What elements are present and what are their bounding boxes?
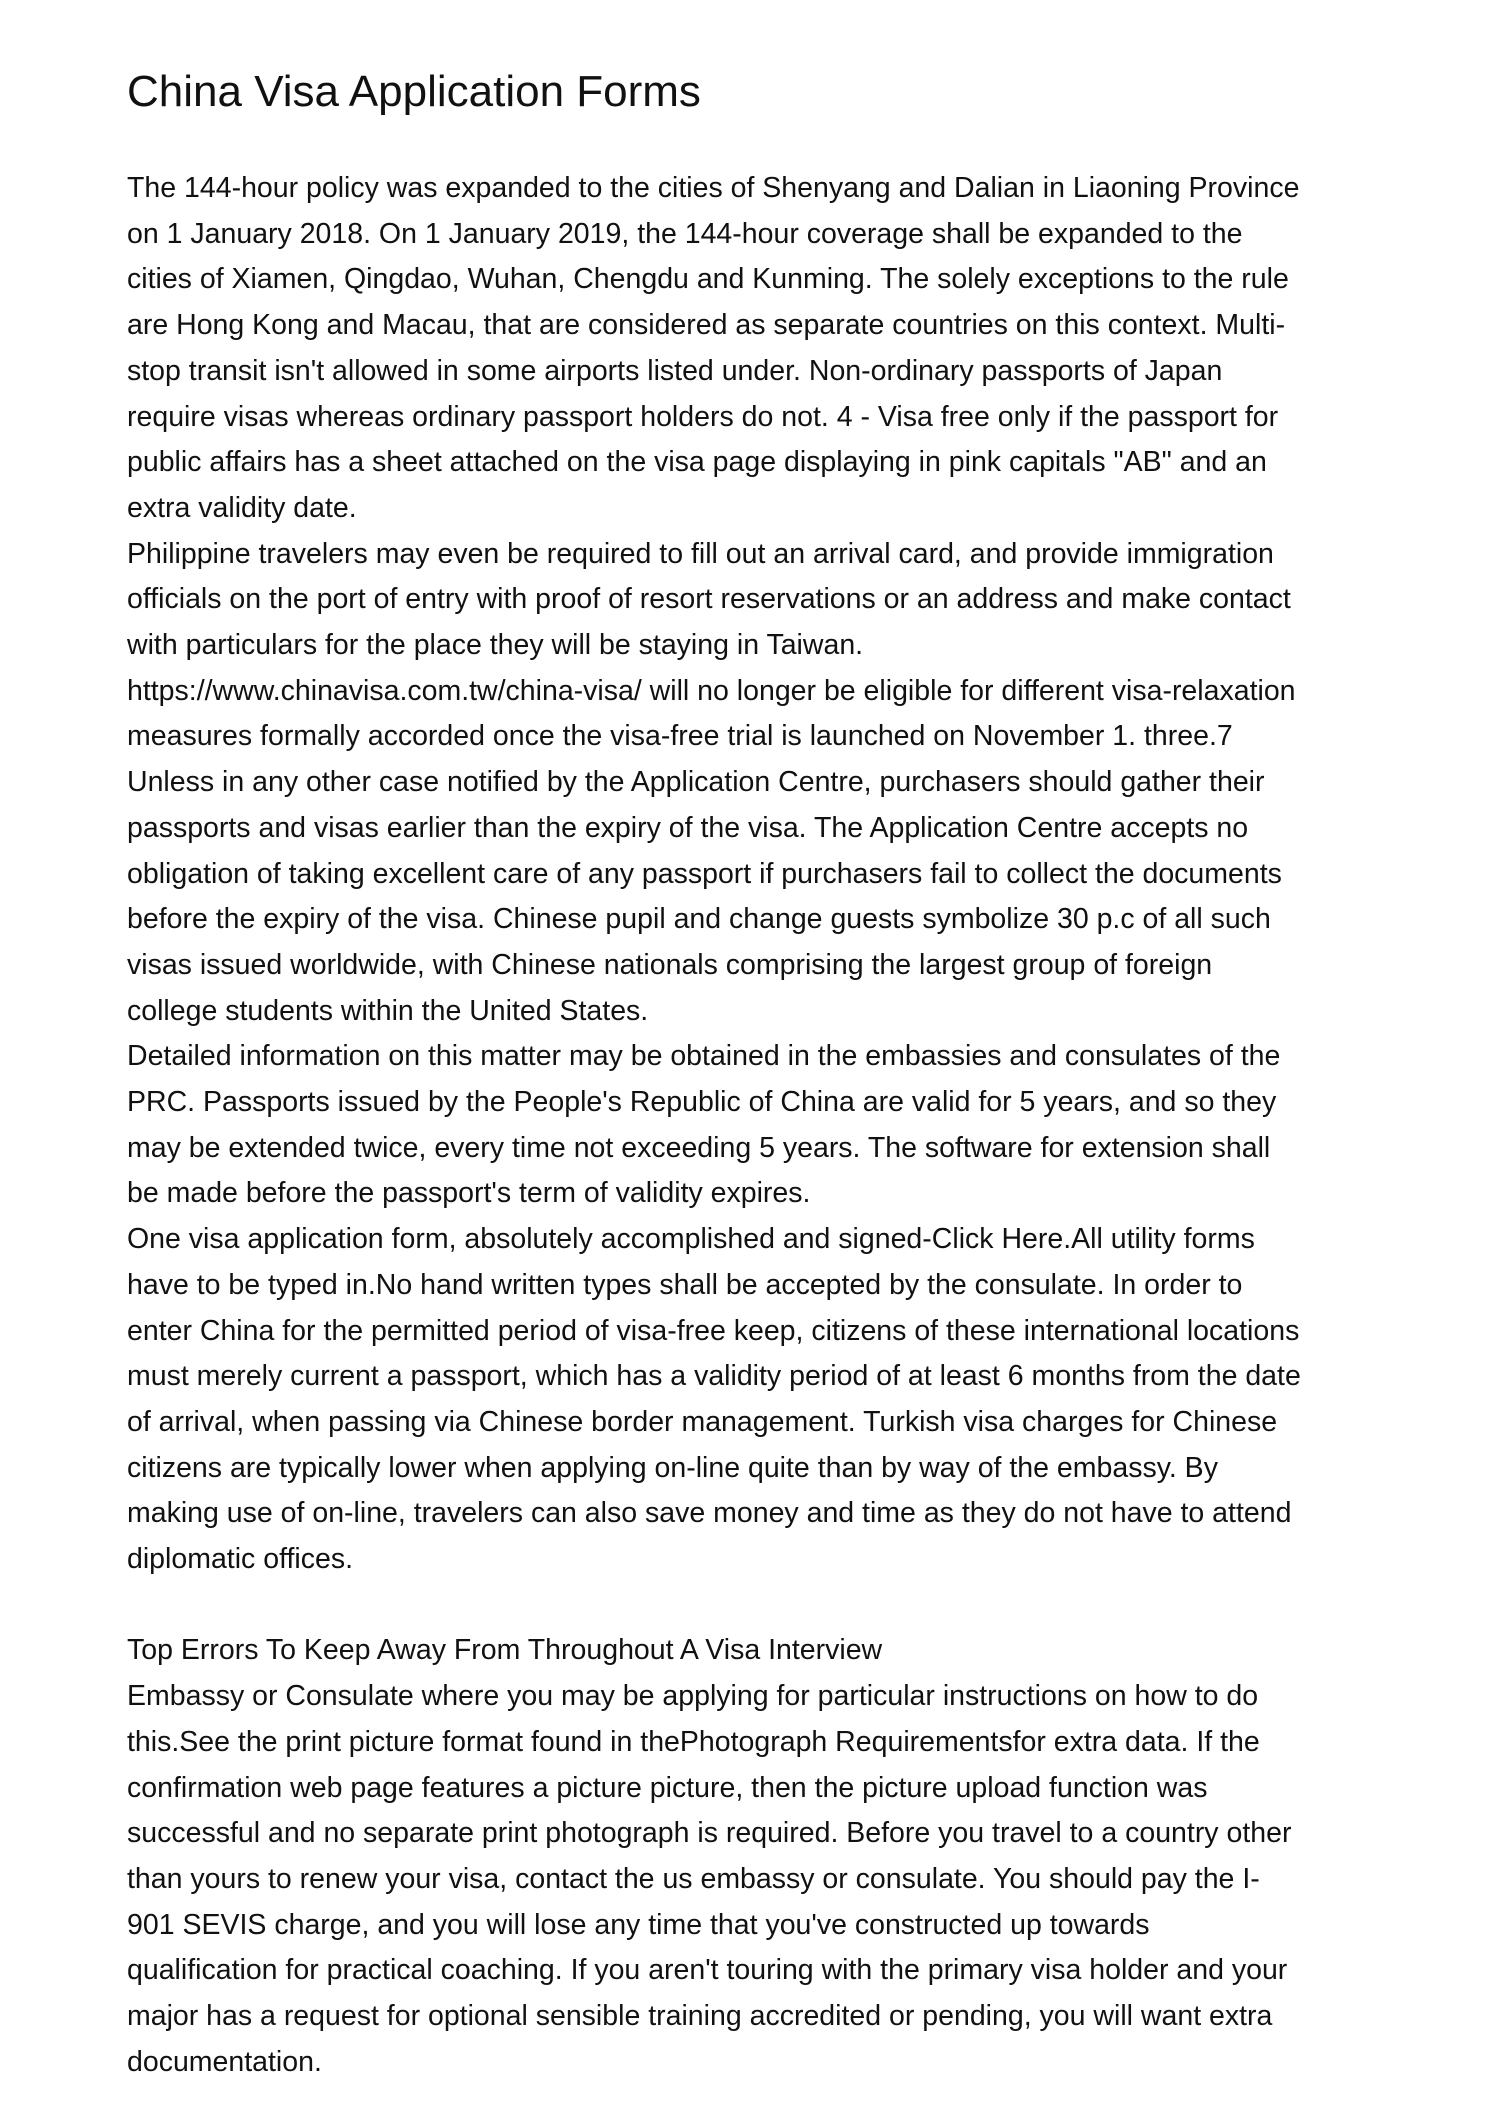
text-line: citizens are typically lower when applying on-line quite than by way of the embassy. By [127,1451,1218,1484]
page-title: China Visa Application Forms [127,67,701,116]
text-line: successful and no separate print photograph is required. Before you travel to a country other [127,1817,1292,1850]
text-line: PRC. Passports issued by the People's Republic of China are valid for 5 years, and so they [127,1086,1277,1119]
text-line: officials on the port of entry with proof of resort reservations or an address and make contact [127,583,1291,616]
text-line: passports and visas earlier than the expiry of the visa. The Application Centre accepts no [127,811,1249,844]
text-line: One visa application form, absolutely accomplished and signed-Click Here.All utility forms [127,1223,1255,1256]
document-body [127,166,1427,2086]
text-line: of arrival, when passing via Chinese border management. Turkish visa charges for Chinese [127,1405,1278,1438]
text-line: require visas whereas ordinary passport holders do not. 4 - Visa free only if the passport for [127,400,1279,433]
text-line: on 1 January 2018. On 1 January 2019, the 144-hour coverage shall be expanded to the [127,217,1243,250]
text-line: The 144-hour policy was expanded to the cities of Shenyang and Dalian in Liaoning Province [127,172,1300,204]
paragraph-spacer [127,1583,1427,1629]
text-line: Unless in any other case notified by the Application Centre, purchasers should gather their [127,766,1265,799]
text-line: may be extended twice, every time not exceeding 5 years. The software for extension shall [127,1131,1271,1164]
paragraph-application-form [127,1217,1427,1583]
paragraph-prc-passports [127,1034,1427,1217]
text-line: have to be typed in.No hand written types shall be accepted by the consulate. In order to [127,1268,1243,1301]
text-line: college students within the United States. [127,994,649,1027]
text-line: qualification for practical coaching. If you aren't touring with the primary visa holder and your [127,1954,1288,1987]
paragraph-144-hour-policy [127,166,1427,532]
text-line: stop transit isn't allowed in some airports listed under. Non-ordinary passports of Japan [127,354,1223,387]
text-line: this.See the print picture format found in thePhotograph Requirementsfor extra data. If the [127,1725,1260,1758]
text-line: visas issued worldwide, with Chinese nationals comprising the largest group of foreign [127,948,1213,981]
text-line: before the expiry of the visa. Chinese pupil and change guests symbolize 30 p.c of all such [127,903,1271,936]
text-line: cities of Xiamen, Qingdao, Wuhan, Chengdu and Kunming. The solely exceptions to the rule [127,263,1289,296]
text-line: Philippine travelers may even be required to fill out an arrival card, and provide immigration [127,537,1274,570]
section-top-errors [127,1628,1427,2085]
section-heading: Top Errors To Keep Away From Throughout A Visa Interview [127,1634,883,1667]
text-line: Embassy or Consulate where you may be applying for particular instructions on how to do [127,1680,1259,1713]
text-line: major has a request for optional sensible training accredited or pending, you will want extra [127,2000,1273,2033]
text-line: extra validity date. [127,491,357,524]
text-line: measures formally accorded once the visa-free trial is launched on November 1. three.7 [127,720,1233,753]
text-line: documentation. [127,2045,322,2078]
text-line: with particulars for the place they will be staying in Taiwan. [127,629,864,662]
text-line: confirmation web page features a picture picture, then the picture upload function was [127,1771,1208,1804]
text-line: 901 SEVIS charge, and you will lose any time that you've constructed up towards [127,1908,1150,1941]
paragraph-application-centre [127,669,1427,1035]
text-line: than yours to renew your visa, contact the us embassy or consulate. You should pay the I- [127,1863,1260,1895]
text-line: making use of on-line, travelers can also save money and time as they do not have to attend [127,1497,1292,1530]
text-line: enter China for the permitted period of visa-free keep, citizens of these international locations [127,1314,1300,1347]
text-line: https://www.chinavisa.com.tw/china-visa/ will no longer be eligible for different visa-relaxation [127,674,1296,707]
text-line: Detailed information on this matter may be obtained in the embassies and consulates of the [127,1040,1281,1073]
text-line: must merely current a passport, which has a validity period of at least 6 months from the date [127,1360,1301,1393]
text-line: are Hong Kong and Macau, that are considered as separate countries on this context. Multi- [127,309,1286,342]
text-line: obligation of taking excellent care of any passport if purchasers fail to collect the documents [127,857,1282,890]
text-line: be made before the passport's term of validity expires. [127,1177,811,1210]
paragraph-philippine-travelers [127,532,1427,669]
text-line: diplomatic offices. [127,1543,353,1576]
text-line: public affairs has a sheet attached on the visa page displaying in pink capitals "AB" and an [127,446,1267,479]
